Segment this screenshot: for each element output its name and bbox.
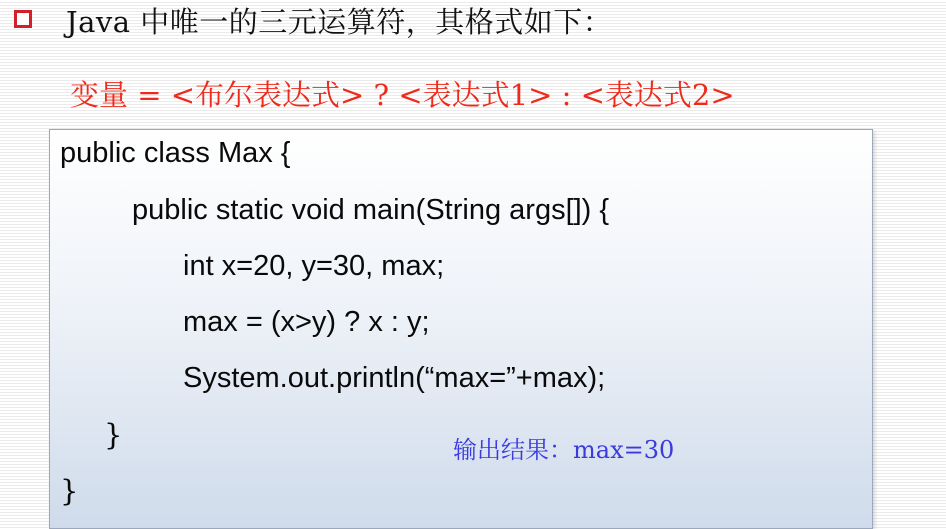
output-result: 输出结果：max=30 xyxy=(453,436,675,464)
bullet-square-icon xyxy=(14,10,32,28)
slide-heading: Java 中唯一的三元运算符，其格式如下： xyxy=(66,5,613,39)
code-panel xyxy=(49,129,873,529)
code-line-close-class: } xyxy=(60,474,79,508)
code-line-main-decl: public static void main(String args[]) { xyxy=(132,194,610,226)
code-line-class-decl: public class Max { xyxy=(60,137,291,169)
code-line-close-main: } xyxy=(104,418,123,452)
code-line-var-decl: int x=20, y=30, max; xyxy=(183,250,445,282)
code-line-println: System.out.println(“max=”+max); xyxy=(183,362,606,394)
ternary-syntax: 变量 = <布尔表达式> ? <表达式1> : <表达式2> xyxy=(70,78,735,112)
code-line-ternary: max = (x>y) ? x : y; xyxy=(183,306,430,338)
